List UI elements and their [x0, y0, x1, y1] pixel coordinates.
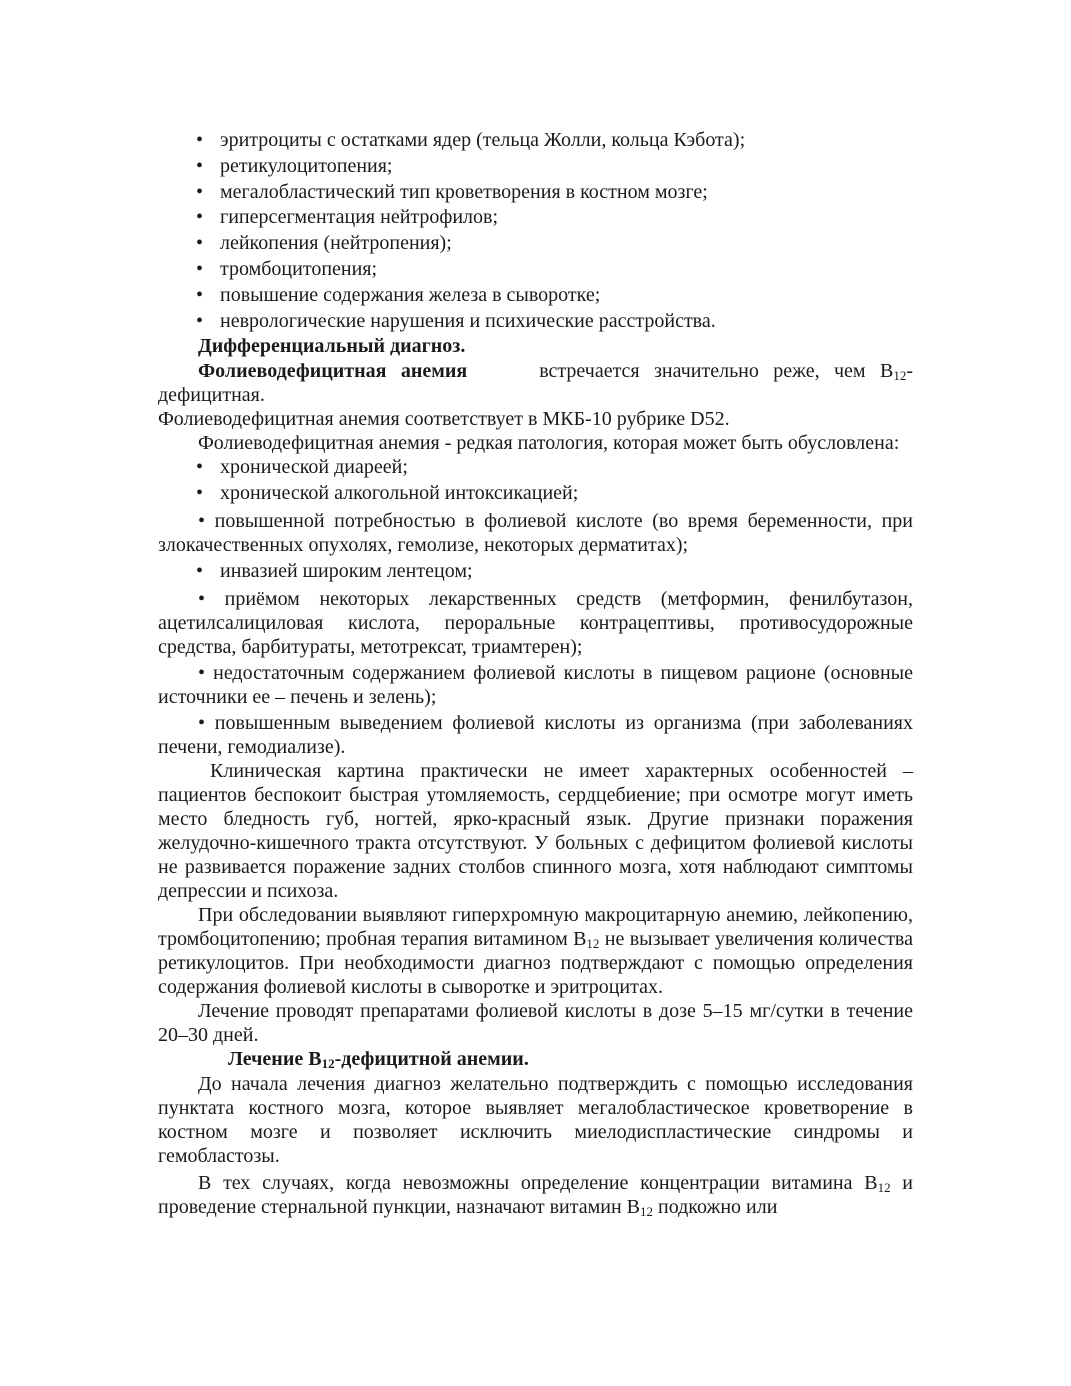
document-page	[158, 128, 913, 1219]
paragraph-folate-intro: Фолиеводефицитная анемия встречается значительно реже, чем $B_{12}-$	[198, 360, 913, 384]
bullet-icon: •	[198, 587, 206, 610]
bullet-icon: •	[196, 456, 204, 479]
section-heading-b12-treatment: Лечение $B_{12}$-дефицитной анемии.	[228, 1047, 529, 1071]
list-item: • мегалобластический тип кроветворения в костном мозге;	[158, 180, 913, 206]
section-heading-differential: Дифференциальный диагноз.	[198, 335, 466, 358]
list-item: • лейкопения (нейтропения);	[158, 231, 913, 257]
list-item: • гиперсегментация нейтрофилов;	[158, 205, 913, 231]
paragraph-clinical-picture: Клиническая картина практически не имеет характерных особенностей – пациентов беспокоит быстрая утомляемость, сердцебиение; при осмотре могут иметь место бледность губ, ногтей, ярко-красный язык. Другие признаки поражения желудочно-кишечного тракта отсутствуют. У больных с дефицитом фолиевой кислоты не развивается поражение задних столбов спинного мозга, хотя наблюдают симптомы депрессии и психоза.	[158, 759, 913, 902]
list-item: • хронической диареей;	[158, 455, 913, 481]
list-item: • инвазией широким лентецом;	[158, 559, 913, 585]
paragraph-folate-intro-cont: дефицитная.	[158, 384, 265, 407]
bullet-icon: •	[198, 509, 206, 532]
list-item: • ретикулоцитопения;	[158, 154, 913, 180]
paragraph-b12-diagnosis: До начала лечения диагноз желательно подтверждить с помощью исследования пунктата костного мозга, которое выявляет мегалобластическое кроветворение в костном мозге и позволяет исключить миелодиспластические синдромы и гемобластозы.	[158, 1072, 913, 1167]
bullet-icon: •	[196, 180, 204, 203]
bullet-icon: •	[196, 309, 204, 332]
bullet-icon: •	[198, 661, 206, 684]
bullet-icon: •	[196, 559, 204, 582]
paragraph-b12-therapy: В тех случаях, когда невозможны определение концентрации витамина $B_{12}$ и проведение стернальной пункции, назначают витамин $B_{12}$ подкожно или	[158, 1171, 913, 1219]
list-item: • повышенным выведением фолиевой кислоты из организма (при заболеваниях печени, гемодиализе).	[158, 711, 913, 758]
list-item: • повышенной потребностью в фолиевой кислоте (во время беременности, при злокачественных опухолях, гемолизе, некоторых дерматитах);	[158, 509, 913, 556]
paragraph-icd: Фолиеводефицитная анемия соответствует в МКБ-10 рубрике D52.	[158, 408, 730, 431]
bullet-list-causes	[158, 455, 913, 758]
paragraph-folate-causes-intro: Фолиеводефицитная анемия - редкая патология, которая может быть обусловлена:	[198, 432, 900, 455]
list-item: • тромбоцитопения;	[158, 257, 913, 283]
bullet-icon: •	[196, 129, 204, 151]
list-item: • недостаточным содержанием фолиевой кислоты в пищевом рационе (основные источники ее – печень и зелень);	[158, 661, 913, 708]
bullet-icon: •	[196, 482, 204, 505]
bullet-icon: •	[196, 257, 204, 280]
paragraph-examination: При обследовании выявляют гиперхромную макроцитарную анемию, лейкопению, тромбоцитопению; пробная терапия витамином $B_{12}$ не вызывает увеличения количества ретикулоцитов. При необходимости диагноз подтверждают с помощью определения содержания фолиевой кислоты в сыворотке и эритроцитах.	[158, 903, 913, 998]
list-item: • неврологические нарушения и психические расстройства.	[158, 309, 913, 335]
bullet-icon: •	[196, 283, 204, 306]
list-item: • хронической алкогольной интоксикацией;	[158, 481, 913, 507]
list-item: • приёмом некоторых лекарственных средств (метформин, фенилбутазон, ацетилсалициловая кислота, пероральные контрацептивы, противосудорожные средства, барбитураты, метотрексат, триамтерен);	[158, 587, 913, 658]
bullet-list-symptoms	[158, 128, 913, 334]
list-item: • эритроциты с остатками ядер (тельца Жолли, кольца Кэбота);	[158, 128, 913, 154]
bullet-icon: •	[196, 232, 204, 255]
bullet-icon: •	[196, 206, 204, 229]
paragraph-folate-treatment: Лечение проводят препаратами фолиевой кислоты в дозе 5–15 мг/сутки в течение 20–30 дней.	[158, 999, 913, 1046]
bullet-icon: •	[198, 711, 206, 734]
list-item: • повышение содержания железа в сыворотке;	[158, 283, 913, 309]
bullet-icon: •	[196, 154, 204, 177]
